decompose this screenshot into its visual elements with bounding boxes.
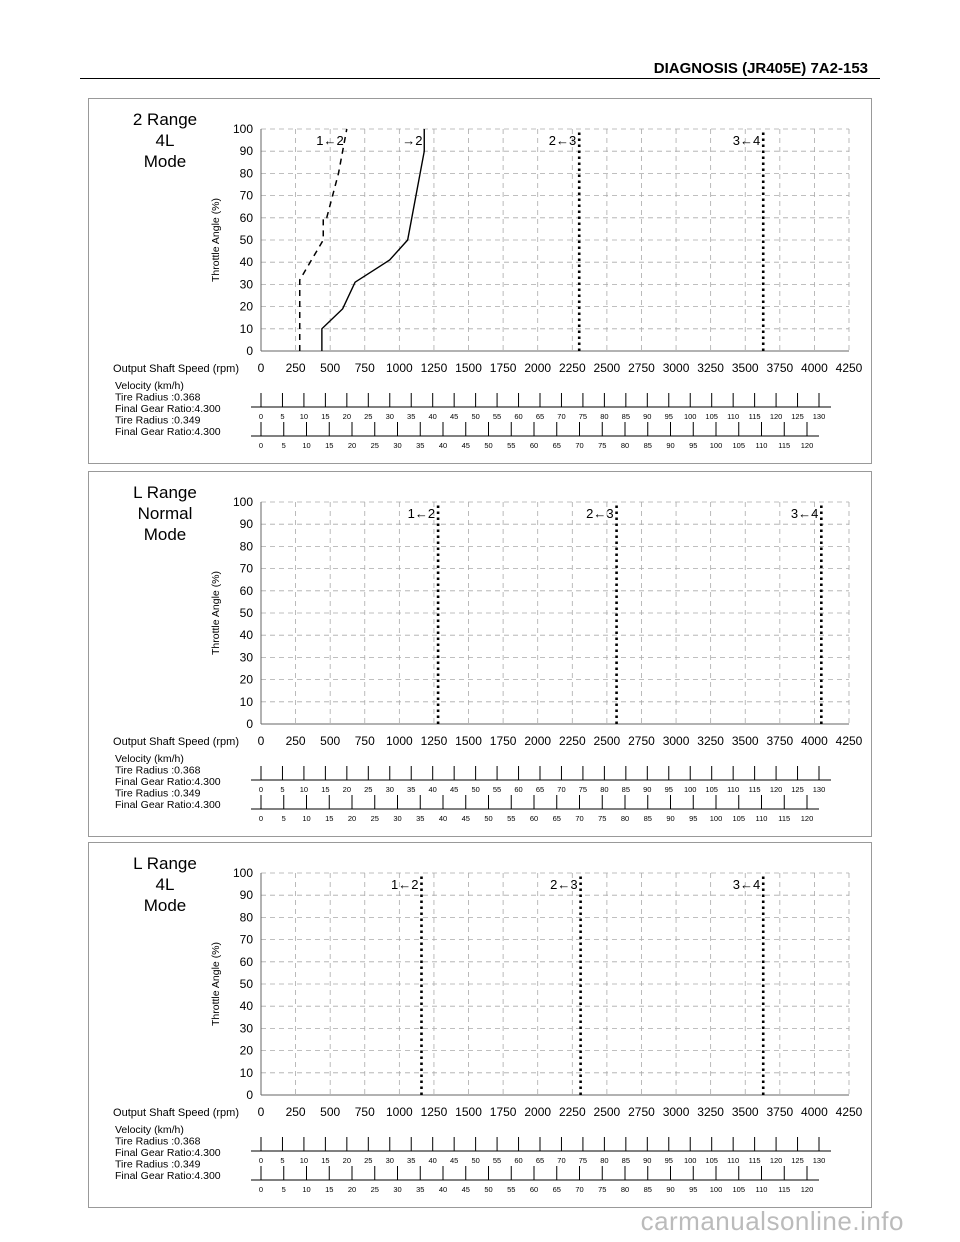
x-tick-label: 0	[257, 361, 265, 375]
velocity-scale-label: 35	[416, 441, 425, 450]
velocity-scale-label: 20	[347, 814, 357, 823]
y-tick-label: 20	[239, 672, 253, 687]
y-tick-label: 30	[239, 1021, 253, 1036]
y-tick-label: 60	[239, 583, 253, 598]
velocity-scale-label: 5	[280, 412, 285, 421]
velocity-scale-label: 45	[461, 441, 470, 450]
x-tick-label: 1000	[386, 1105, 413, 1119]
velocity-scale-label: 65	[535, 412, 545, 421]
y-tick-label: 30	[239, 650, 253, 665]
mode-label: 4L	[155, 875, 175, 894]
shift-line-label: 2←3	[586, 506, 614, 521]
velocity-scale-label: 85	[621, 785, 631, 794]
x-tick-label: 1500	[455, 734, 482, 748]
x-tick-label: 750	[354, 1105, 375, 1119]
velocity-scale-label: 120	[769, 1156, 783, 1165]
y-tick-label: 100	[232, 866, 253, 880]
x-tick-label: 250	[285, 734, 306, 748]
velocity-scale-label: 15	[325, 1185, 334, 1194]
velocity-scale-label: 60	[514, 412, 523, 421]
shift-line-label: 3←4	[732, 877, 761, 892]
x-tick-label: 3500	[731, 1105, 759, 1119]
velocity-scale-label: 15	[321, 412, 330, 421]
y-axis-label: Throttle Angle (%)	[210, 941, 222, 1027]
velocity-scale-label: 45	[449, 785, 459, 794]
velocity-scale-label: 105	[705, 1156, 718, 1165]
velocity-scale-label: 100	[683, 412, 697, 421]
velocity-scale-label: 85	[621, 412, 631, 421]
velocity-scale-label: 80	[620, 814, 630, 823]
velocity-scale-label: 90	[643, 785, 652, 794]
x-tick-label: 4250	[835, 734, 863, 748]
x-tick-label: 500	[320, 361, 341, 375]
velocity-scale-label: 75	[578, 785, 588, 794]
velocity-scale-label: 70	[575, 814, 584, 823]
velocity-scale-label: 115	[778, 441, 791, 450]
y-tick-label: 80	[239, 166, 253, 181]
velocity-scale-label: 0	[258, 1185, 264, 1194]
velocity-scale-label: 30	[393, 814, 402, 823]
velocity-scale-label: 90	[643, 1156, 652, 1165]
velocity-scale-label: 100	[709, 814, 723, 823]
velocity-scale-label: 55	[507, 1185, 516, 1194]
x-tick-label: 500	[320, 1105, 341, 1119]
velocity-scale-label: 0	[258, 412, 264, 421]
velocity-scale-label: 110	[755, 814, 768, 823]
velocity-scale-label: 30	[385, 412, 394, 421]
x-tick-label: 3750	[766, 734, 794, 748]
velocity-scale-label: 80	[620, 441, 630, 450]
velocity-scale-label: 10	[302, 814, 311, 823]
velocity-scale-label: 75	[578, 412, 588, 421]
velocity-scale-label: 90	[666, 814, 675, 823]
velocity-scale-label: 65	[535, 1156, 545, 1165]
x-tick-label: 1500	[455, 1105, 482, 1119]
x-tick-label: 1500	[455, 361, 482, 375]
velocity-scale-label: 20	[347, 441, 357, 450]
y-tick-label: 80	[239, 910, 253, 925]
velocity-scale-label: 110	[755, 441, 768, 450]
velocity-scale-label: 20	[342, 785, 352, 794]
velocity-scale-label: 0	[258, 1156, 264, 1165]
y-tick-label: 70	[239, 188, 253, 203]
velocity-scale-label: 95	[689, 1185, 698, 1194]
velocity-scale-label: 75	[598, 441, 607, 450]
velocity-scale-label: 130	[812, 412, 826, 421]
velocity-scale-label: 130	[812, 785, 826, 794]
velocity-scale-label: 90	[666, 1185, 675, 1194]
x-tick-label: 4000	[801, 1105, 828, 1119]
velocity-scale-label: 115	[778, 1185, 791, 1194]
x-tick-label: 1000	[386, 734, 413, 748]
y-tick-label: 10	[239, 1065, 253, 1080]
velocity-scale-label: 10	[299, 412, 309, 421]
velocity-scale-label: 30	[393, 1185, 402, 1194]
y-tick-label: 60	[239, 210, 253, 225]
y-tick-label: 40	[239, 628, 253, 643]
velocity-scale-label: 20	[342, 1156, 352, 1165]
velocity-scale-label: 50	[471, 1156, 480, 1165]
velocity-scale-label: 10	[302, 441, 311, 450]
velocity-scale-label: 110	[727, 412, 740, 421]
chart-svg	[89, 472, 873, 838]
velocity-scale-label: 105	[732, 814, 746, 823]
velocity-label: Tire Radius :0.368	[115, 391, 201, 404]
velocity-scale-label: 45	[461, 814, 470, 823]
velocity-scale-label: 90	[643, 412, 652, 421]
velocity-scale-label: 100	[709, 441, 723, 450]
mode-label: L Range	[133, 483, 197, 502]
velocity-label: Final Gear Ratio:4.300	[115, 776, 221, 788]
y-tick-label: 100	[232, 495, 253, 509]
velocity-scale-label: 40	[438, 441, 448, 450]
x-axis-label: Output Shaft Speed (rpm)	[113, 1107, 239, 1119]
y-tick-label: 90	[239, 888, 253, 903]
x-tick-label: 250	[285, 1105, 306, 1119]
velocity-scale-label: 80	[600, 785, 609, 794]
x-tick-label: 0	[257, 734, 265, 748]
velocity-scale-label: 25	[364, 412, 373, 421]
y-tick-label: 30	[239, 277, 253, 292]
velocity-scale-label: 25	[364, 785, 373, 794]
x-tick-label: 1250	[420, 1105, 448, 1119]
x-tick-label: 4250	[835, 361, 863, 375]
velocity-label: Tire Radius :0.349	[115, 414, 201, 427]
y-tick-label: 20	[239, 1043, 253, 1058]
watermark-text: carmanualsonline.info	[640, 1206, 904, 1236]
velocity-scale-label: 35	[407, 1156, 416, 1165]
velocity-scale-label: 115	[748, 412, 761, 421]
velocity-scale-label: 15	[321, 1156, 330, 1165]
velocity-scale-label: 25	[370, 1185, 379, 1194]
shift-chart-l-range-4l	[88, 842, 872, 1208]
y-axis-label: Throttle Angle (%)	[210, 570, 222, 656]
velocity-scale-label: 105	[705, 785, 718, 794]
x-tick-label: 4250	[835, 1105, 863, 1119]
velocity-scale-label: 65	[535, 785, 545, 794]
x-tick-label: 3750	[766, 361, 794, 375]
velocity-scale-label: 120	[769, 785, 783, 794]
x-tick-label: 3250	[697, 1105, 724, 1119]
mode-label: L Range	[133, 854, 197, 873]
velocity-label: Tire Radius :0.368	[115, 1135, 201, 1148]
velocity-scale-label: 90	[666, 441, 675, 450]
velocity-scale-label: 100	[683, 785, 697, 794]
y-tick-label: 0	[246, 717, 253, 731]
shift-line-label: 1←2	[391, 877, 419, 892]
velocity-scale-label: 35	[416, 814, 425, 823]
velocity-scale-label: 70	[557, 785, 566, 794]
x-axis-label: Output Shaft Speed (rpm)	[113, 736, 239, 748]
velocity-scale-label: 85	[643, 814, 652, 823]
velocity-scale-label: 40	[438, 1185, 448, 1194]
page-header	[80, 58, 880, 79]
velocity-scale-label: 115	[748, 785, 761, 794]
velocity-scale-label: 60	[529, 1185, 539, 1194]
velocity-scale-label: 15	[325, 814, 334, 823]
mode-label: Mode	[143, 896, 187, 915]
x-tick-label: 2250	[558, 1105, 586, 1119]
x-tick-label: 1250	[420, 734, 448, 748]
velocity-scale-label: 20	[347, 1185, 357, 1194]
x-tick-label: 3750	[766, 1105, 794, 1119]
velocity-scale-label: 55	[492, 785, 502, 794]
velocity-scale-label: 35	[407, 785, 416, 794]
shift-chart-2-range-4l	[88, 98, 872, 464]
x-tick-label: 750	[354, 734, 375, 748]
velocity-label: Velocity (km/h)	[115, 1124, 184, 1136]
x-tick-label: 3000	[662, 734, 690, 748]
velocity-scale-label: 30	[385, 1156, 394, 1165]
mode-label: 4L	[155, 131, 175, 150]
velocity-scale-label: 110	[755, 1185, 768, 1194]
x-tick-label: 4000	[801, 734, 828, 748]
x-tick-label: 3000	[662, 1105, 690, 1119]
velocity-scale-label: 50	[484, 1185, 493, 1194]
velocity-scale-label: 95	[664, 785, 673, 794]
y-tick-label: 0	[246, 1088, 253, 1102]
x-tick-label: 750	[354, 361, 375, 375]
velocity-scale-label: 45	[449, 1156, 459, 1165]
y-tick-label: 0	[246, 344, 253, 358]
y-tick-label: 20	[239, 299, 253, 314]
velocity-scale-label: 80	[600, 412, 609, 421]
velocity-scale-label: 95	[664, 412, 673, 421]
x-tick-label: 250	[285, 361, 306, 375]
velocity-scale-label: 95	[689, 814, 698, 823]
x-axis-label: Output Shaft Speed (rpm)	[113, 363, 239, 375]
x-tick-label: 2750	[628, 361, 655, 375]
y-tick-label: 90	[239, 517, 253, 532]
velocity-label: Velocity (km/h)	[115, 380, 184, 392]
y-tick-label: 60	[239, 954, 253, 969]
y-tick-label: 70	[239, 561, 253, 576]
velocity-scale-label: 60	[529, 441, 539, 450]
velocity-scale-label: 65	[552, 1185, 561, 1194]
x-tick-label: 2750	[628, 1105, 655, 1119]
velocity-scale-label: 85	[643, 441, 652, 450]
velocity-scale-label: 105	[732, 441, 746, 450]
velocity-scale-label: 125	[791, 412, 804, 421]
shift-line-label: 3←4	[790, 506, 819, 521]
velocity-scale-label: 85	[621, 1156, 631, 1165]
velocity-scale-label: 15	[325, 441, 334, 450]
velocity-scale-label: 55	[507, 814, 516, 823]
velocity-scale-label: 100	[683, 1156, 697, 1165]
y-tick-label: 80	[239, 539, 253, 554]
y-tick-label: 50	[239, 233, 253, 247]
velocity-scale-label: 25	[370, 814, 379, 823]
velocity-scale-label: 15	[321, 785, 330, 794]
x-tick-label: 3500	[731, 734, 759, 748]
velocity-label: Final Gear Ratio:4.300	[115, 426, 221, 438]
mode-label: 2 Range	[132, 110, 198, 129]
velocity-scale-label: 70	[557, 1156, 566, 1165]
velocity-scale-label: 0	[258, 785, 264, 794]
velocity-scale-label: 5	[280, 785, 285, 794]
velocity-scale-label: 70	[575, 1185, 584, 1194]
x-tick-label: 2500	[593, 361, 621, 375]
velocity-scale-label: 95	[689, 441, 698, 450]
velocity-scale-label: 50	[484, 814, 493, 823]
velocity-scale-label: 35	[407, 412, 416, 421]
page-title: DIAGNOSIS (JR405E) 7A2-153	[653, 60, 868, 77]
mode-label: Mode	[143, 152, 187, 171]
velocity-scale-label: 40	[428, 1156, 437, 1165]
velocity-label: Velocity (km/h)	[115, 753, 184, 765]
velocity-scale-label: 65	[552, 441, 561, 450]
y-tick-label: 40	[239, 255, 253, 270]
velocity-label: Final Gear Ratio:4.300	[115, 1170, 221, 1182]
shift-line-label: 2←3	[548, 133, 577, 148]
mode-label: Normal	[137, 504, 193, 523]
shift-line-label: →2	[402, 133, 423, 148]
velocity-scale-label: 45	[449, 412, 459, 421]
shift-chart-l-range-normal	[88, 471, 872, 837]
x-tick-label: 2500	[593, 1105, 621, 1119]
x-tick-label: 3250	[697, 734, 724, 748]
velocity-scale-label: 105	[705, 412, 718, 421]
velocity-scale-label: 5	[281, 441, 286, 450]
shift-line-label: 3←4	[732, 133, 761, 148]
velocity-scale-label: 110	[727, 1156, 740, 1165]
y-tick-label: 50	[239, 606, 253, 620]
velocity-scale-label: 125	[791, 785, 804, 794]
velocity-scale-label: 120	[800, 814, 814, 823]
velocity-scale-label: 45	[461, 1185, 470, 1194]
velocity-scale-label: 70	[575, 441, 584, 450]
velocity-scale-label: 10	[302, 1185, 311, 1194]
x-tick-label: 2750	[628, 734, 655, 748]
velocity-scale-label: 0	[258, 441, 264, 450]
chart-svg	[89, 843, 873, 1209]
velocity-scale-label: 5	[281, 1185, 286, 1194]
velocity-scale-label: 115	[748, 1156, 761, 1165]
y-tick-label: 40	[239, 999, 253, 1014]
x-tick-label: 2250	[558, 734, 586, 748]
x-tick-label: 2250	[558, 361, 586, 375]
velocity-scale-label: 75	[598, 1185, 607, 1194]
velocity-scale-label: 75	[598, 814, 607, 823]
velocity-scale-label: 50	[471, 412, 480, 421]
velocity-scale-label: 60	[514, 1156, 523, 1165]
y-tick-label: 100	[232, 122, 253, 136]
x-tick-label: 500	[320, 734, 341, 748]
velocity-scale-label: 5	[281, 814, 286, 823]
y-tick-label: 10	[239, 694, 253, 709]
x-tick-label: 2000	[524, 734, 552, 748]
velocity-scale-label: 25	[370, 441, 379, 450]
velocity-label: Tire Radius :0.349	[115, 787, 201, 800]
velocity-scale-label: 80	[600, 1156, 609, 1165]
velocity-scale-label: 50	[471, 785, 480, 794]
shift-line-label: 1←2	[407, 506, 436, 521]
mode-label: Mode	[143, 525, 187, 544]
chart-svg	[89, 99, 873, 465]
velocity-scale-label: 70	[557, 412, 566, 421]
velocity-label: Final Gear Ratio:4.300	[115, 799, 221, 811]
velocity-scale-label: 5	[280, 1156, 285, 1165]
velocity-scale-label: 125	[791, 1156, 804, 1165]
x-tick-label: 1750	[489, 1105, 517, 1119]
x-tick-label: 1750	[489, 734, 517, 748]
velocity-scale-label: 55	[492, 412, 502, 421]
velocity-label: Final Gear Ratio:4.300	[115, 403, 221, 415]
y-axis-label: Throttle Angle (%)	[210, 197, 222, 283]
y-tick-label: 90	[239, 144, 253, 159]
velocity-scale-label: 0	[258, 814, 264, 823]
velocity-scale-label: 40	[428, 412, 437, 421]
velocity-scale-label: 130	[812, 1156, 826, 1165]
x-tick-label: 1000	[386, 361, 413, 375]
x-tick-label: 2000	[524, 1105, 552, 1119]
x-tick-label: 1750	[489, 361, 517, 375]
velocity-scale-label: 55	[507, 441, 516, 450]
velocity-label: Tire Radius :0.349	[115, 1158, 201, 1171]
velocity-scale-label: 75	[578, 1156, 588, 1165]
velocity-scale-label: 115	[778, 814, 791, 823]
velocity-scale-label: 30	[385, 785, 394, 794]
velocity-label: Tire Radius :0.368	[115, 764, 201, 777]
velocity-scale-label: 20	[342, 412, 352, 421]
velocity-scale-label: 60	[529, 814, 539, 823]
velocity-scale-label: 110	[727, 785, 740, 794]
velocity-scale-label: 10	[299, 1156, 309, 1165]
x-tick-label: 1250	[420, 361, 448, 375]
velocity-scale-label: 40	[428, 785, 437, 794]
velocity-scale-label: 40	[438, 814, 448, 823]
velocity-label: Final Gear Ratio:4.300	[115, 1147, 221, 1159]
shift-line-label: 2←3	[550, 877, 578, 892]
velocity-scale-label: 120	[800, 1185, 814, 1194]
x-tick-label: 2500	[593, 734, 621, 748]
velocity-scale-label: 25	[364, 1156, 373, 1165]
x-tick-label: 3250	[697, 361, 724, 375]
velocity-scale-label: 30	[393, 441, 402, 450]
y-tick-label: 70	[239, 932, 253, 947]
y-tick-label: 50	[239, 977, 253, 991]
y-tick-label: 10	[239, 321, 253, 336]
velocity-scale-label: 120	[800, 441, 814, 450]
velocity-scale-label: 80	[620, 1185, 630, 1194]
velocity-scale-label: 60	[514, 785, 523, 794]
x-tick-label: 3500	[731, 361, 759, 375]
velocity-scale-label: 95	[664, 1156, 673, 1165]
velocity-scale-label: 120	[769, 412, 783, 421]
velocity-scale-label: 55	[492, 1156, 502, 1165]
x-tick-label: 0	[257, 1105, 265, 1119]
x-tick-label: 3000	[662, 361, 690, 375]
x-tick-label: 4000	[801, 361, 828, 375]
x-tick-label: 2000	[524, 361, 552, 375]
velocity-scale-label: 10	[299, 785, 309, 794]
velocity-scale-label: 65	[552, 814, 561, 823]
velocity-scale-label: 35	[416, 1185, 425, 1194]
velocity-scale-label: 105	[732, 1185, 746, 1194]
velocity-scale-label: 100	[709, 1185, 723, 1194]
velocity-scale-label: 50	[484, 441, 493, 450]
shift-line-label: 1←2	[316, 133, 344, 148]
velocity-scale-label: 85	[643, 1185, 652, 1194]
